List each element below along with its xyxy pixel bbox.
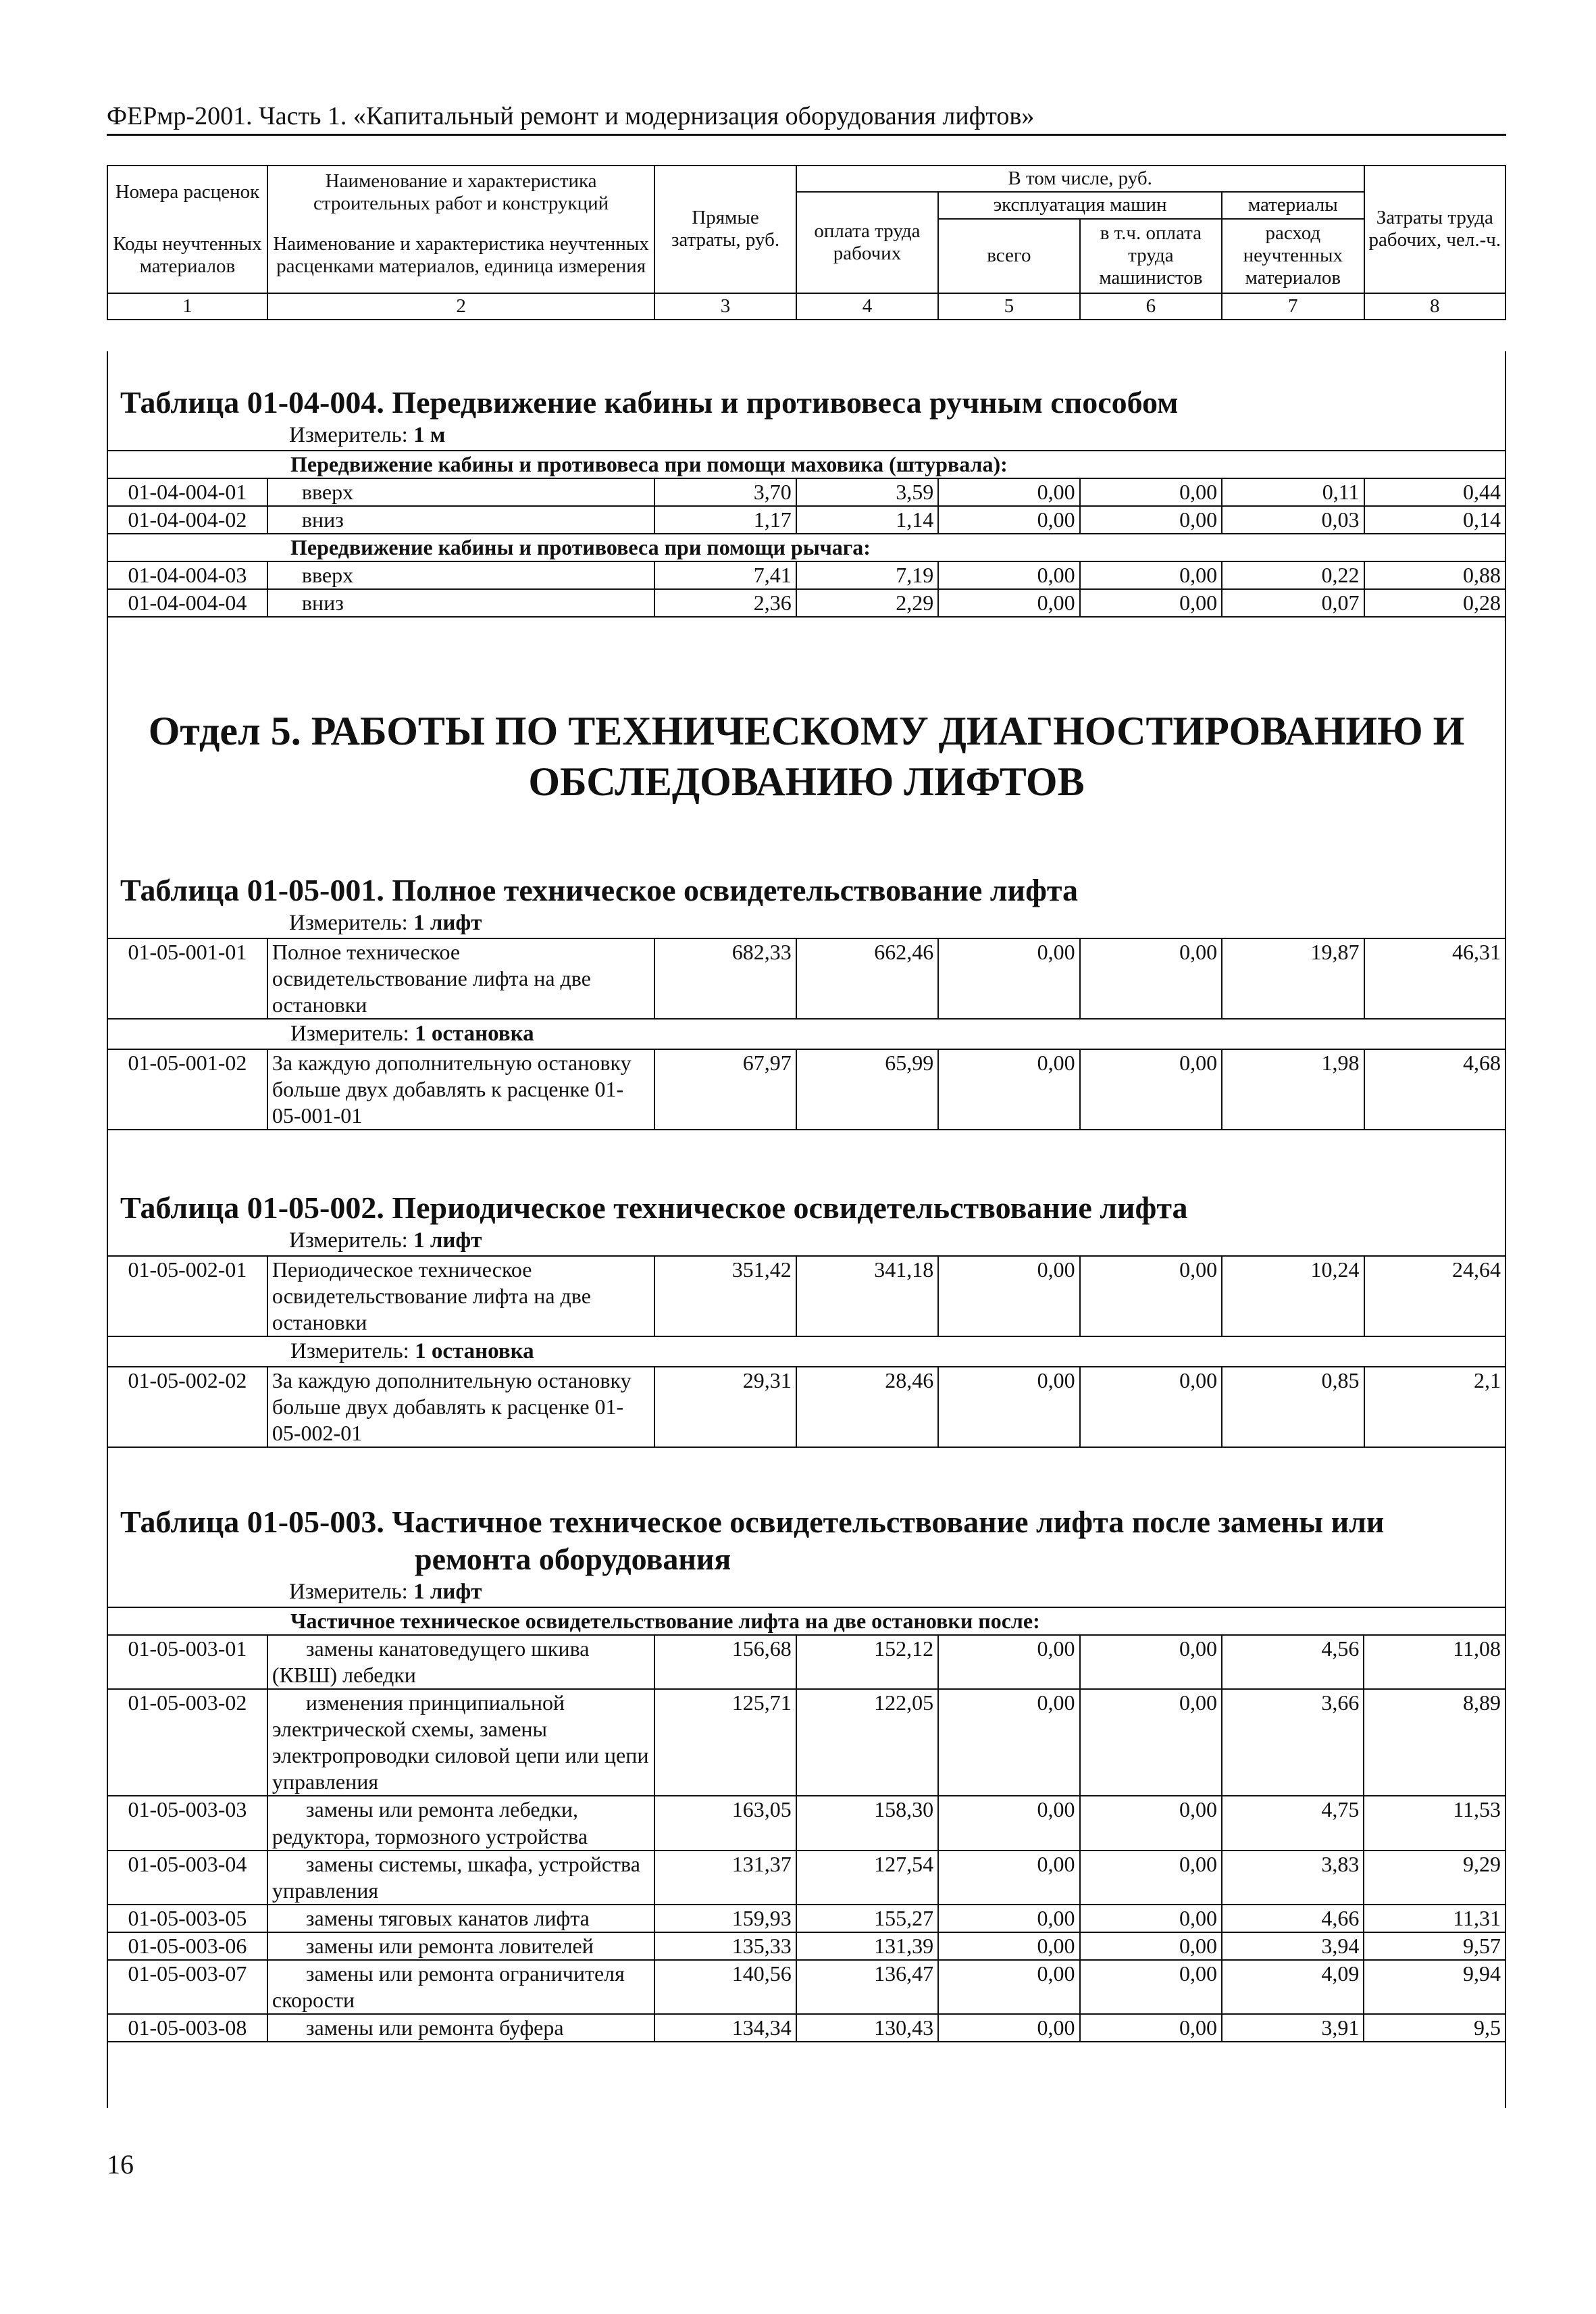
- labor-pay: 2,29: [796, 589, 938, 617]
- rate-code: 01-05-003-06: [107, 1932, 267, 1960]
- materials: 0,85: [1222, 1367, 1364, 1447]
- rate-code: 01-05-001-01: [107, 938, 267, 1019]
- labor-pay: 341,18: [796, 1256, 938, 1336]
- rate-name: вверх: [267, 478, 654, 506]
- labor-pay: 152,12: [796, 1635, 938, 1689]
- machines-total: 0,00: [938, 2014, 1079, 2042]
- table-title: Таблица 01-05-001. Полное техническое освидетельствование лифта: [120, 873, 1079, 907]
- header-material-consumption: расход неучтенных материалов: [1222, 219, 1364, 293]
- machinists-pay: 0,00: [1080, 478, 1222, 506]
- labor-hours: 46,31: [1364, 938, 1505, 1019]
- rate-code: 01-05-003-04: [107, 1851, 267, 1905]
- labor-pay: 28,46: [796, 1367, 938, 1447]
- labor-hours: 11,31: [1364, 1905, 1505, 1932]
- table-title: [107, 1503, 1506, 1578]
- header-col-num: 5: [938, 293, 1079, 320]
- header-material-codes: Коды неучтенных материалов: [107, 219, 267, 293]
- measure-unit: Измеритель: 1 остановка: [107, 1019, 1505, 1049]
- rate-code: 01-05-003-02: [107, 1689, 267, 1796]
- labor-pay: 136,47: [796, 1960, 938, 2014]
- labor-hours: 24,64: [1364, 1256, 1505, 1336]
- rates-table: [107, 1255, 1506, 1448]
- rate-name: За каждую дополнительную остановку больше двух добавлять к расценке 01-05-002-01: [267, 1367, 654, 1447]
- machinists-pay: 0,00: [1080, 1049, 1222, 1130]
- machines-total: 0,00: [938, 1796, 1079, 1850]
- materials: 4,75: [1222, 1796, 1364, 1850]
- table-01-05-003: [107, 1503, 1506, 2042]
- rate-code: 01-05-003-03: [107, 1796, 267, 1850]
- column-header-table: [107, 165, 1506, 320]
- machines-total: 0,00: [938, 478, 1079, 506]
- machinists-pay: 0,00: [1080, 1689, 1222, 1796]
- labor-hours: 4,68: [1364, 1049, 1505, 1130]
- materials: 3,94: [1222, 1932, 1364, 1960]
- rates-table: [107, 450, 1506, 618]
- materials: 10,24: [1222, 1256, 1364, 1336]
- direct-costs: 682,33: [654, 938, 796, 1019]
- table-row: [107, 1256, 1505, 1336]
- labor-hours: 9,5: [1364, 2014, 1505, 2042]
- rate-code: 01-05-003-08: [107, 2014, 267, 2042]
- materials: 3,91: [1222, 2014, 1364, 2042]
- header-col-num: 3: [654, 293, 796, 320]
- machines-total: 0,00: [938, 1905, 1079, 1932]
- header-col-num: 8: [1364, 293, 1505, 320]
- machinists-pay: 0,00: [1080, 1932, 1222, 1960]
- direct-costs: 3,70: [654, 478, 796, 506]
- rate-code: 01-04-004-01: [107, 478, 267, 506]
- measure-unit: Измеритель: 1 м: [289, 423, 446, 448]
- labor-hours: 8,89: [1364, 1689, 1505, 1796]
- machinists-pay: 0,00: [1080, 1256, 1222, 1336]
- machines-total: 0,00: [938, 938, 1079, 1019]
- header-including: В том числе, руб.: [796, 166, 1364, 192]
- materials: 0,11: [1222, 478, 1364, 506]
- direct-costs: 135,33: [654, 1932, 796, 1960]
- labor-hours: 11,08: [1364, 1635, 1505, 1689]
- table-title-line: ремонта оборудования: [415, 1542, 731, 1577]
- machinists-pay: 0,00: [1080, 1851, 1222, 1905]
- header-material-names: Наименование и характеристика неучтенных расценками материалов, единица измерения: [267, 219, 654, 293]
- materials: 4,09: [1222, 1960, 1364, 2014]
- labor-hours: 0,44: [1364, 478, 1505, 506]
- section-title: [107, 706, 1506, 807]
- rate-name: замены канатоведущего шкива (КВШ) лебедки: [267, 1635, 654, 1689]
- labor-pay: 131,39: [796, 1932, 938, 1960]
- machines-total: 0,00: [938, 1635, 1079, 1689]
- direct-costs: 125,71: [654, 1689, 796, 1796]
- labor-pay: 662,46: [796, 938, 938, 1019]
- machines-total: 0,00: [938, 1932, 1079, 1960]
- rate-name: Периодическое техническое освидетельствование лифта на две остановки: [267, 1256, 654, 1336]
- table-row: [107, 1635, 1505, 1689]
- machines-total: 0,00: [938, 1367, 1079, 1447]
- materials: 3,83: [1222, 1851, 1364, 1905]
- header-col-num: 6: [1080, 293, 1222, 320]
- page-number: 16: [107, 2149, 134, 2180]
- page-header: ФЕРмр-2001. Часть 1. «Капитальный ремонт и модернизация оборудования лифтов»: [107, 101, 1506, 136]
- rate-code: 01-04-004-04: [107, 589, 267, 617]
- materials: 0,22: [1222, 561, 1364, 589]
- direct-costs: 7,41: [654, 561, 796, 589]
- labor-pay: 158,30: [796, 1796, 938, 1850]
- machines-total: 0,00: [938, 1689, 1079, 1796]
- rate-code: 01-04-004-03: [107, 561, 267, 589]
- rate-name: замены или ремонта буфера: [267, 2014, 654, 2042]
- machinists-pay: 0,00: [1080, 2014, 1222, 2042]
- table-title-line: Таблица 01-05-003. Частичное техническое освидетельствование лифта после замены или: [120, 1505, 1385, 1539]
- subheading: Передвижение кабины и противовеса при помощи маховика (штурвала):: [107, 451, 1505, 478]
- header-labor-pay: оплата труда рабочих: [796, 192, 938, 293]
- table-row: [107, 1960, 1505, 2014]
- labor-pay: 7,19: [796, 561, 938, 589]
- materials: 4,56: [1222, 1635, 1364, 1689]
- rate-code: 01-05-003-05: [107, 1905, 267, 1932]
- rate-name: вверх: [267, 561, 654, 589]
- section-title-line: Отдел 5. РАБОТЫ ПО ТЕХНИЧЕСКОМУ ДИАГНОСТИРОВАНИЮ И: [148, 709, 1465, 753]
- machines-total: 0,00: [938, 561, 1079, 589]
- subheading: Частичное техническое освидетельствование лифта на две остановки после:: [107, 1607, 1505, 1635]
- header-rate-numbers: Номера расценок: [107, 166, 267, 219]
- machines-total: 0,00: [938, 589, 1079, 617]
- rate-name: За каждую дополнительную остановку больше двух добавлять к расценке 01-05-001-01: [267, 1049, 654, 1130]
- machines-total: 0,00: [938, 1851, 1079, 1905]
- machinists-pay: 0,00: [1080, 1635, 1222, 1689]
- table-row: [107, 561, 1505, 589]
- measure-unit: Измеритель: 1 лифт: [289, 1580, 482, 1605]
- direct-costs: 156,68: [654, 1635, 796, 1689]
- rate-name: замены или ремонта ловителей: [267, 1932, 654, 1960]
- labor-pay: 127,54: [796, 1851, 938, 1905]
- labor-hours: 9,94: [1364, 1960, 1505, 2014]
- machinists-pay: 0,00: [1080, 938, 1222, 1019]
- header-col-num: 4: [796, 293, 938, 320]
- rate-name: замены или ремонта ограничителя скорости: [267, 1960, 654, 2014]
- table-01-04-004: [107, 384, 1506, 618]
- direct-costs: 163,05: [654, 1796, 796, 1850]
- labor-pay: 130,43: [796, 2014, 938, 2042]
- header-direct-costs: Прямые затраты, руб.: [654, 166, 796, 293]
- rate-name: вниз: [267, 506, 654, 534]
- machines-total: 0,00: [938, 1049, 1079, 1130]
- rate-name: вниз: [267, 589, 654, 617]
- table-row: [107, 478, 1505, 506]
- machines-total: 0,00: [938, 506, 1079, 534]
- section-title-line: ОБСЛЕДОВАНИЮ ЛИФТОВ: [528, 759, 1085, 804]
- labor-pay: 122,05: [796, 1689, 938, 1796]
- rate-code: 01-05-001-02: [107, 1049, 267, 1130]
- direct-costs: 134,34: [654, 2014, 796, 2042]
- rates-table: [107, 938, 1506, 1130]
- rate-code: 01-04-004-02: [107, 506, 267, 534]
- direct-costs: 159,93: [654, 1905, 796, 1932]
- table-row: [107, 589, 1505, 617]
- header-col-num: 1: [107, 293, 267, 320]
- table-row: [107, 1932, 1505, 1960]
- machinists-pay: 0,00: [1080, 561, 1222, 589]
- materials: 3,66: [1222, 1689, 1364, 1796]
- table-row: [107, 2014, 1505, 2042]
- rate-name: замены системы, шкафа, устройства управления: [267, 1851, 654, 1905]
- machinists-pay: 0,00: [1080, 1367, 1222, 1447]
- materials: 0,07: [1222, 589, 1364, 617]
- direct-costs: 351,42: [654, 1256, 796, 1336]
- rate-name: изменения принципиальной электрической схемы, замены электропроводки силовой цепи или цепи управления: [267, 1689, 654, 1796]
- table-row: [107, 1851, 1505, 1905]
- rate-code: 01-05-003-01: [107, 1635, 267, 1689]
- table-row: [107, 506, 1505, 534]
- labor-hours: 0,88: [1364, 561, 1505, 589]
- rate-code: 01-05-002-01: [107, 1256, 267, 1336]
- table-row: [107, 1905, 1505, 1932]
- header-materials: материалы: [1222, 192, 1364, 218]
- table-01-05-001: [107, 872, 1506, 1130]
- measure-unit: Измеритель: 1 лифт: [289, 911, 482, 936]
- rates-table: [107, 1607, 1506, 2042]
- header-machinists-pay: в т.ч. оплата труда машинистов: [1080, 219, 1222, 293]
- header-col-num: 2: [267, 293, 654, 320]
- labor-hours: 11,53: [1364, 1796, 1505, 1850]
- labor-pay: 1,14: [796, 506, 938, 534]
- rate-code: 01-05-002-02: [107, 1367, 267, 1447]
- machines-total: 0,00: [938, 1256, 1079, 1336]
- labor-pay: 3,59: [796, 478, 938, 506]
- table-row: [107, 938, 1505, 1019]
- direct-costs: 131,37: [654, 1851, 796, 1905]
- materials: 19,87: [1222, 938, 1364, 1019]
- measure-unit: Измеритель: 1 остановка: [107, 1336, 1505, 1367]
- machinists-pay: 0,00: [1080, 1905, 1222, 1932]
- table-title: Таблица 01-04-004. Передвижение кабины и противовеса ручным способом: [120, 385, 1179, 420]
- materials: 1,98: [1222, 1049, 1364, 1130]
- labor-hours: 0,28: [1364, 589, 1505, 617]
- labor-pay: 155,27: [796, 1905, 938, 1932]
- direct-costs: 1,17: [654, 506, 796, 534]
- table-row: [107, 1689, 1505, 1796]
- subheading: Передвижение кабины и противовеса при помощи рычага:: [107, 534, 1505, 561]
- machinists-pay: 0,00: [1080, 589, 1222, 617]
- machinists-pay: 0,00: [1080, 1796, 1222, 1850]
- direct-costs: 67,97: [654, 1049, 796, 1130]
- materials: 0,03: [1222, 506, 1364, 534]
- header-machines-total: всего: [938, 219, 1079, 293]
- materials: 4,66: [1222, 1905, 1364, 1932]
- rate-code: 01-05-003-07: [107, 1960, 267, 2014]
- header-machines: эксплуатация машин: [938, 192, 1222, 218]
- labor-hours: 9,57: [1364, 1932, 1505, 1960]
- table-row: [107, 1367, 1505, 1447]
- header-labor-hours: Затраты труда рабочих, чел.-ч.: [1364, 166, 1505, 293]
- rate-name: замены тяговых канатов лифта: [267, 1905, 654, 1932]
- direct-costs: 2,36: [654, 589, 796, 617]
- table-row: [107, 1049, 1505, 1130]
- machines-total: 0,00: [938, 1960, 1079, 2014]
- table-row: [107, 1796, 1505, 1850]
- direct-costs: 29,31: [654, 1367, 796, 1447]
- header-work-name: Наименование и характеристика строительных работ и конструкций: [267, 166, 654, 219]
- rate-name: Полное техническое освидетельствование лифта на две остановки: [267, 938, 654, 1019]
- labor-pay: 65,99: [796, 1049, 938, 1130]
- table-01-05-002: [107, 1189, 1506, 1448]
- measure-unit: Измеритель: 1 лифт: [289, 1228, 482, 1253]
- labor-hours: 0,14: [1364, 506, 1505, 534]
- table-title: Таблица 01-05-002. Периодическое техническое освидетельствование лифта: [120, 1190, 1188, 1225]
- header-col-num: 7: [1222, 293, 1364, 320]
- machinists-pay: 0,00: [1080, 506, 1222, 534]
- labor-hours: 9,29: [1364, 1851, 1505, 1905]
- direct-costs: 140,56: [654, 1960, 796, 2014]
- machinists-pay: 0,00: [1080, 1960, 1222, 2014]
- rate-name: замены или ремонта лебедки, редуктора, тормозного устройства: [267, 1796, 654, 1850]
- labor-hours: 2,1: [1364, 1367, 1505, 1447]
